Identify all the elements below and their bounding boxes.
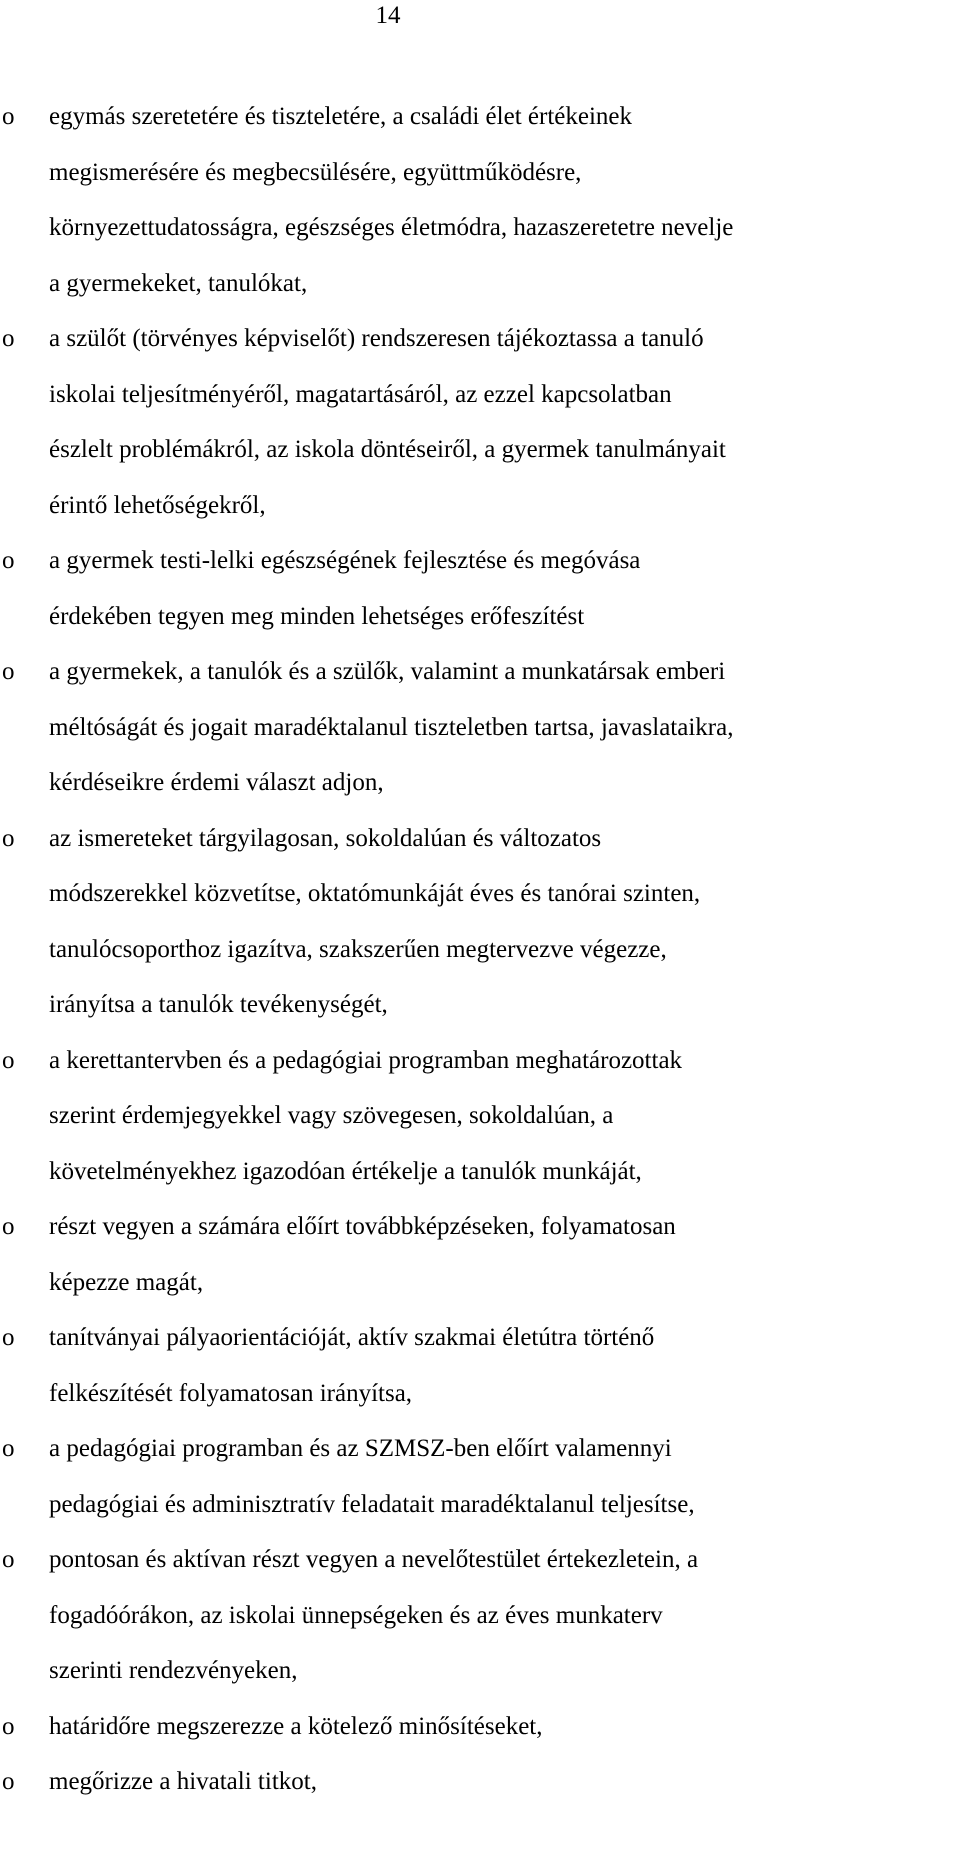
list-item [0,1532,960,1699]
list-item-text [49,1310,960,1421]
text-line: észlelt problémákról, az iskola döntéseiről, a gyermek tanulmányait [49,436,726,463]
list-item-text [49,1033,960,1200]
list-item-text [49,311,960,533]
text-line: a gyermekeket, tanulókat, [49,269,308,297]
bullet-marker: o [2,325,15,352]
text-line: követelményekhez igazodóan értékelje a tanulók munkáját, [49,1157,642,1185]
text-line: kérdéseikre érdemi választ adjon, [49,769,384,796]
text-line: módszerekkel közvetítse, oktatómunkáját éves és tanórai szinten, [49,880,701,907]
text-line: érintő lehetőségekről, [49,491,266,519]
list-item [0,1754,960,1810]
list-item-text [49,1532,960,1699]
list-item-text [49,1699,960,1755]
text-line: a pedagógiai programban és az SZMSZ-ben előírt valamennyi [49,1435,672,1462]
bullet-marker: o [2,547,15,574]
bullet-list [0,89,960,1810]
bullet-marker: o [2,1712,15,1740]
text-line: felkészítését folyamatosan irányítsa, [49,1379,413,1407]
text-line: iskolai teljesítményéről, magatartásáról, az ezzel kapcsolatban [49,380,672,408]
text-line: határidőre megszerezze a kötelező minősítéseket, [49,1712,543,1740]
text-line: szerinti rendezvényeken, [49,1657,298,1684]
text-line: fogadóórákon, az iskolai ünnepségeken és az éves munkaterv [49,1601,663,1629]
list-item [0,1033,960,1200]
text-line: érdekében tegyen meg minden lehetséges erőfeszítést [49,602,585,630]
bullet-marker: o [2,1213,15,1240]
text-line: tanítványai pályaorientációját, aktív szakmai életútra történő [49,1324,655,1351]
bullet-marker: o [2,1324,15,1351]
text-line: pedagógiai és adminisztratív feladatait maradéktalanul teljesítse, [49,1490,695,1518]
text-line: szerint érdemjegyekkel vagy szövegesen, sokoldalúan, a [49,1102,614,1129]
text-line: a kerettantervben és a pedagógiai programban meghatározottak [49,1046,683,1074]
list-item [0,1421,960,1532]
text-line: képezze magát, [49,1268,204,1296]
text-line: egymás szeretetére és tiszteletére, a családi élet értékeinek [49,103,632,130]
text-line: a gyermekek, a tanulók és a szülők, valamint a munkatársak emberi [49,658,726,685]
bullet-marker: o [2,1768,15,1795]
list-item-text [49,1421,960,1532]
list-item [0,811,960,1033]
text-line: megőrizze a hivatali titkot, [49,1768,317,1795]
text-line: a gyermek testi-lelki egészségének fejlesztése és megóvása [49,547,641,574]
list-item-text [49,1199,960,1310]
bullet-marker: o [2,1046,15,1074]
page-number: 14 [375,2,401,29]
text-line: megismerésére és megbecsülésére, együttműködésre, [49,158,582,186]
list-item-text [49,811,960,1033]
bullet-marker: o [2,1435,15,1462]
text-line: méltóságát és jogait maradéktalanul tiszteletben tartsa, javaslataikra, [49,713,734,741]
text-line: irányítsa a tanulók tevékenységét, [49,991,388,1018]
list-item [0,533,960,644]
bullet-marker: o [2,658,15,685]
bullet-marker: o [2,1546,15,1573]
text-line: pontosan és aktívan részt vegyen a nevelőtestület értekezletein, a [49,1546,699,1573]
list-item [0,1199,960,1310]
list-item-text [49,533,960,644]
text-line: a szülőt (törvényes képviselőt) rendszeresen tájékoztassa a tanuló [49,325,704,352]
list-item [0,1699,960,1755]
list-item [0,89,960,311]
list-item [0,644,960,811]
list-item [0,311,960,533]
text-line: az ismereteket tárgyilagosan, sokoldalúan és változatos [49,824,602,852]
text-line: környezettudatosságra, egészséges életmódra, hazaszeretetre nevelje [49,214,734,241]
list-item-text [49,89,960,311]
bullet-marker: o [2,824,15,852]
text-line: részt vegyen a számára előírt továbbképzéseken, folyamatosan [49,1213,676,1240]
bullet-marker: o [2,103,15,130]
list-item-text [49,1754,960,1810]
text-line: tanulócsoporthoz igazítva, szakszerűen megtervezve végezze, [49,935,667,963]
list-item-text [49,644,960,811]
list-item [0,1310,960,1421]
